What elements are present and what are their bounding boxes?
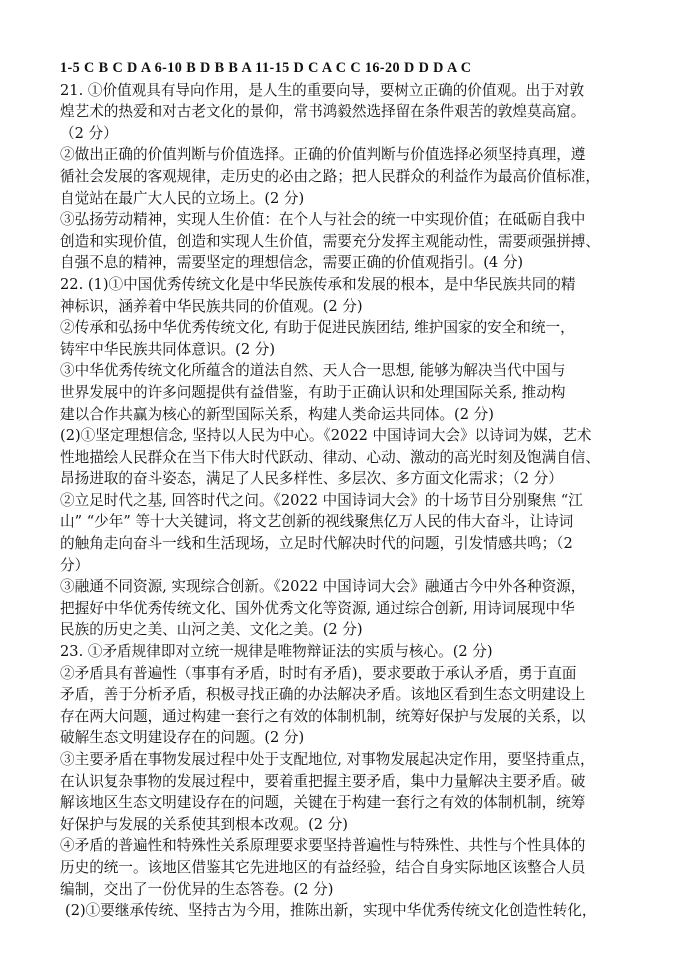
text-line: ④矛盾的普遍性和特殊性关系原理要求要坚持普遍性与特殊性、共性与个性具体的 xyxy=(60,837,586,855)
text-line: ③融通不同资源, 实现综合创新。《2022 中国诗词大会》融通古今中外各种资源， xyxy=(60,578,586,596)
text-line: (2)①要继承传统、坚持古为今用，推陈出新，实现中华优秀传统文化创造性转化， xyxy=(65,902,597,920)
text-line: 循社会发展的客观规律，走历史的必由之路；把人民群众的利益作为最高价值标准， xyxy=(60,167,600,185)
text-line: ③中华优秀传统文化所蕴含的道法自然、天人合一思想, 能够为解决当代中国与 xyxy=(60,362,566,380)
text-line: 建以合作共赢为核心的新型国际关系，构建人类命运共同体。(2 分) xyxy=(60,405,494,423)
text-line: 山” “少年” 等十大关键词，将文艺创新的视线聚焦亿万人民的伟大奋斗，让诗词 xyxy=(60,513,574,531)
text-line: 23. ①矛盾规律即对立统一规律是唯物辩证法的实质与核心。(2 分) xyxy=(60,643,493,661)
text-line: ②矛盾具有普遍性（事事有矛盾，时时有矛盾)，要求要敢于承认矛盾，勇于直面 xyxy=(60,664,577,682)
text-line: 22. (1)①中国优秀传统文化是中华民族传承和发展的根本，是中华民族共同的精 xyxy=(60,275,576,293)
text-line: ②传承和弘扬中华优秀传统文化, 有助于促进民族团结, 维护国家的安全和统一， xyxy=(60,319,575,337)
text-line: (2)①坚定理想信念, 坚持以人民为中心。《2022 中国诗词大会》以诗词为媒，艺术 xyxy=(60,427,592,445)
text-line: 自觉站在最广大人民的立场上。(2 分) xyxy=(60,189,305,207)
text-line: 存在两大问题，通过构建一套行之有效的体制机制，统筹好保护与发展的关系，以 xyxy=(60,707,586,725)
text-line: ②做出正确的价值判断与价值选择。正确的价值判断与价值选择必须坚持真理，遵 xyxy=(60,146,586,164)
text-line: ③主要矛盾在事物发展过程中处于支配地位, 对事物发展起决定作用，要坚持重点， xyxy=(60,751,595,768)
text-line: 性地描绘人民群众在当下伟大时代跃动、律动、心动、激动的高光时刻及饱满自信、 xyxy=(60,448,600,466)
text-line: 煌艺术的热爱和对古老文化的景仰，常书鸿毅然选择留在条件艰苦的敦煌莫高窟。 xyxy=(60,103,586,121)
text-line: 的触角走向奋斗一线和生活现场，立足时代解决时代的问题，引发情感共鸣；（2 xyxy=(60,535,573,553)
text-line: 在认识复杂事物的发展过程中，要着重把握主要矛盾，集中力量解决主要矛盾。破 xyxy=(60,772,586,790)
text-line: 自强不息的精神，需要坚定的理想信念，需要正确的价值观指引。(4 分) xyxy=(60,254,524,272)
multiple-choice-answers: 1-5 C B C D A 6-10 B D B B A 11-15 D C A C C 16-20 D D D A C xyxy=(60,60,472,76)
text-line: 解该地区生态文明建设存在的问题，关键在于构建一套行之有效的体制机制，统筹 xyxy=(60,794,586,812)
text-line: 破解生态文明建设存在的问题。(2 分) xyxy=(60,729,305,747)
text-line: 创造和实现价值，创造和实现人生价值，需要充分发挥主观能动性，需要顽强拼搏、 xyxy=(60,232,600,250)
text-line: 民族的历史之美、山河之美、文化之美。(2 分) xyxy=(60,621,363,639)
text-line: 铸牢中华民族共同体意识。(2 分) xyxy=(60,340,276,358)
text-line: 21. ①价值观具有导向作用，是人生的重要向导，要树立正确的价值观。出于对敦 xyxy=(60,81,585,99)
text-line: 好保护与发展的关系使其到根本改观。(2 分) xyxy=(60,815,349,833)
text-line: 历史的统一。该地区借鉴其它先进地区的有益经验，结合自身实际地区该整合人员 xyxy=(60,858,586,876)
text-line: ③弘扬劳动精神，实现人生价值：在个人与社会的统一中实现价值；在砥砺自我中 xyxy=(60,211,586,229)
text-line: 分） xyxy=(60,556,90,574)
text-line: （2 分） xyxy=(60,124,118,142)
text-line: 矛盾，善于分析矛盾，积极寻找正确的办法解决矛盾。该地区看到生态文明建设上 xyxy=(60,686,586,704)
text-line: 神标识，涵养着中华民族共同的价值观。(2 分) xyxy=(60,297,363,315)
text-line: 把握好中华优秀传统文化、国外优秀文化等资源, 通过综合创新, 用诗词展现中华 xyxy=(60,599,575,617)
text-line: 世界发展中的许多问题提供有益借鉴，有助于正确认识和处理国际关系, 推动构 xyxy=(60,383,566,401)
text-line: 昂扬进取的奋斗姿态，满足了人民多样性、多层次、多方面文化需求；（2 分） xyxy=(60,470,563,488)
text-line: ②立足时代之基, 回答时代之问。《2022 中国诗词大会》的十场节目分别聚焦 “江 xyxy=(60,491,583,509)
text-line: 编制，交出了一份优异的生态答卷。(2 分) xyxy=(60,880,334,898)
